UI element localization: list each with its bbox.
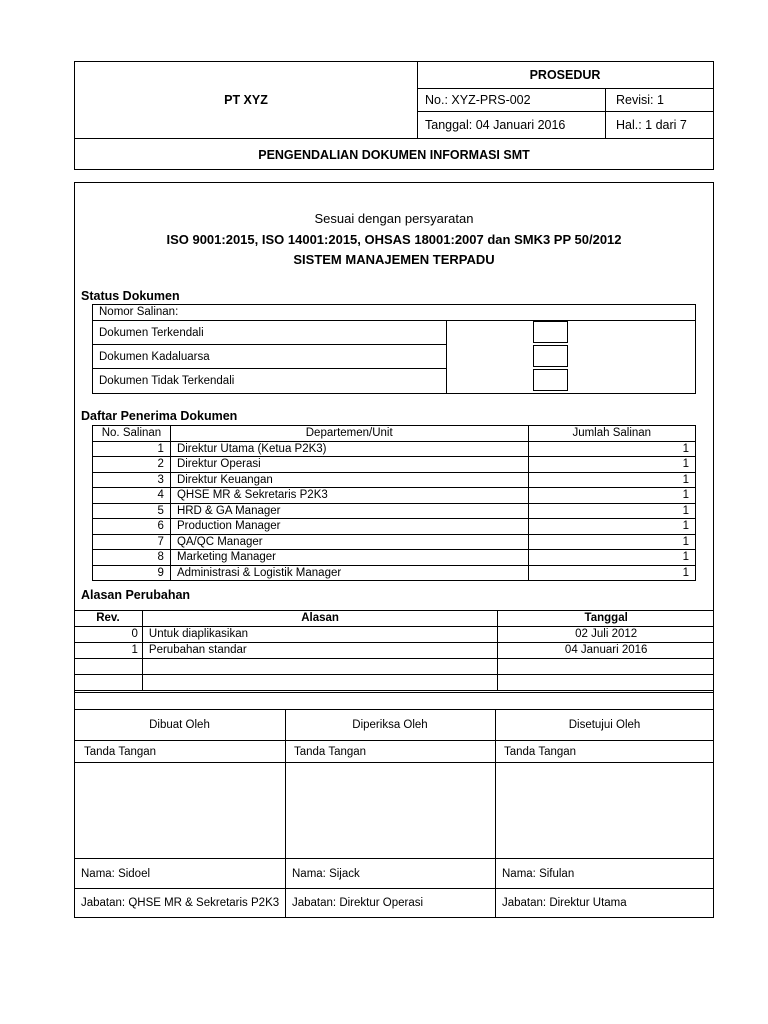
department: Direktur Utama (Ketua P2K3) [170,441,528,457]
department: Marketing Manager [170,550,528,566]
document-title: PENGENDALIAN DOKUMEN INFORMASI SMT [75,138,713,170]
copy-no: 1 [93,441,171,457]
role-created-by: Dibuat Oleh [149,719,210,731]
copy-count: 1 [528,519,695,535]
table-row [93,565,696,581]
role-checked-by: Diperiksa Oleh [352,719,428,731]
column-header: Tanggal [498,611,714,627]
copy-count: 1 [528,534,695,550]
status-option-controlled: Dokumen Terkendali [93,321,447,345]
copy-no: 6 [93,519,171,535]
copy-no: 4 [93,488,171,504]
department: Administrasi & Logistik Manager [170,565,528,581]
changes-table [74,610,714,691]
table-row [93,457,696,473]
revision-number: Revisi: 1 [606,88,713,112]
table-row [93,441,696,457]
table-row [93,550,696,566]
signature-box-approver[interactable] [496,763,714,858]
copy-count: 1 [528,472,695,488]
copy-count: 1 [528,550,695,566]
document-header [74,61,714,170]
signature-label: Tanda Tangan [504,746,577,758]
department: HRD & GA Manager [170,503,528,519]
department: QA/QC Manager [170,534,528,550]
creator-position: Jabatan: QHSE MR & Sekretaris P2K3 [81,897,280,909]
role-approved-by: Disetujui Oleh [568,719,641,731]
checkbox-uncontrolled[interactable] [533,369,568,391]
signature-box-checker[interactable] [286,763,495,858]
table-row [93,472,696,488]
copy-count: 1 [528,565,695,581]
signature-label: Tanda Tangan [294,746,367,758]
document-number: No.: XYZ-PRS-002 [417,88,606,112]
change-date: 04 Januari 2016 [498,643,714,659]
change-date: 02 Juli 2012 [498,627,714,643]
revision-no: 1 [74,643,142,659]
department: Production Manager [170,519,528,535]
copy-no: 5 [93,503,171,519]
copy-no: 3 [93,472,171,488]
document-type: PROSEDUR [417,62,713,89]
copy-number-label: Nomor Salinan: [93,305,695,321]
recipients-table [92,425,696,581]
table-row [93,519,696,535]
column-header: No. Salinan [93,426,171,442]
checkbox-obsolete[interactable] [533,345,568,367]
copy-no: 2 [93,457,171,473]
table-row [93,488,696,504]
table-row [74,643,714,659]
change-reason: Untuk diaplikasikan [142,627,497,643]
department: QHSE MR & Sekretaris P2K3 [170,488,528,504]
checkbox-controlled[interactable] [533,321,568,343]
change-reason: Perubahan standar [142,643,497,659]
conformity-line-1: Sesuai dengan persyaratan [314,211,474,226]
copy-no: 8 [93,550,171,566]
copy-count: 1 [528,441,695,457]
column-header: Jumlah Salinan [528,426,695,442]
copy-no: 7 [93,534,171,550]
creator-name: Nama: Sidoel [81,867,151,880]
table-header-row [93,426,696,442]
status-heading: Status Dokumen [81,289,180,303]
table-row [93,503,696,519]
department: Direktur Operasi [170,457,528,473]
table-header-row [74,611,714,627]
table-row [74,627,714,643]
signature-box-creator[interactable] [74,763,285,858]
company-name: PT XYZ [75,62,418,138]
copy-count: 1 [528,457,695,473]
checker-position: Jabatan: Direktur Operasi [292,897,424,909]
status-option-uncontrolled: Dokumen Tidak Terkendali [93,369,447,393]
divider [74,692,714,693]
signature-label: Tanda Tangan [84,746,157,758]
table-row [93,534,696,550]
checker-name: Nama: Sijack [292,867,360,880]
column-header: Rev. [74,611,142,627]
approver-position: Jabatan: Direktur Utama [502,897,627,909]
copy-count: 1 [528,503,695,519]
status-option-obsolete: Dokumen Kadaluarsa [93,345,447,369]
approval-section [74,709,714,918]
divider [74,740,714,741]
empty-table-row [74,675,714,691]
page-number: Hal.: 1 dari 7 [616,118,687,132]
copy-no: 9 [93,565,171,581]
department: Direktur Keuangan [170,472,528,488]
empty-table-row [74,659,714,675]
changes-heading: Alasan Perubahan [81,588,191,602]
conformity-standards: ISO 9001:2015, ISO 14001:2015, OHSAS 18001:2007 dan SMK3 PP 50/2012 [166,232,622,247]
conformity-system-name: SISTEM MANAJEMEN TERPADU [293,252,495,267]
status-table [92,304,696,394]
document-date: Tanggal: 04 Januari 2016 [417,112,606,138]
revision-no: 0 [74,627,142,643]
column-header: Alasan [142,611,497,627]
copy-count: 1 [528,488,695,504]
column-header: Departemen/Unit [170,426,528,442]
recipients-heading: Daftar Penerima Dokumen [81,409,238,423]
approver-name: Nama: Sifulan [502,867,575,880]
